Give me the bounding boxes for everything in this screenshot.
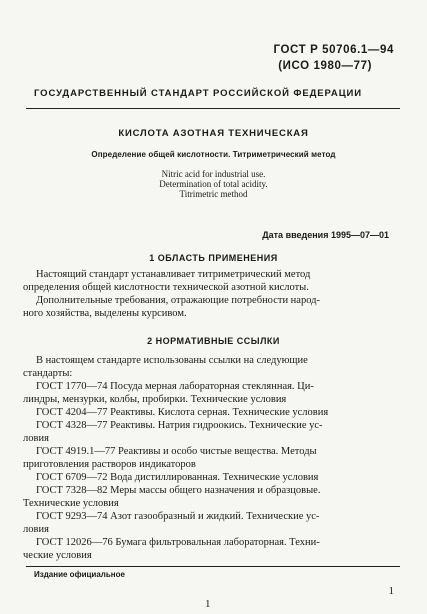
header-divider	[26, 108, 400, 109]
english-title-line: Titrimetric method	[179, 189, 248, 199]
section-heading-references: 2 НОРМАТИВНЫЕ ССЫЛКИ	[147, 336, 280, 346]
section-heading-scope: 1 ОБЛАСТЬ ПРИМЕНЕНИЯ	[149, 253, 278, 263]
standard-title: КИСЛОТА АЗОТНАЯ ТЕХНИЧЕСКАЯ	[118, 128, 309, 139]
section1-line: определения общей кислотности технической азотной кислоты.	[23, 282, 309, 293]
section1-line: ного хозяйства, выделены курсивом.	[23, 308, 187, 319]
reference-line: ловия	[23, 524, 49, 535]
reference-line: приготовления растворов индикаторов	[23, 459, 196, 470]
reference-line: ГОСТ 6709—72 Вода дистиллированная. Технические условия	[36, 472, 319, 483]
organization-heading: ГОСУДАРСТВЕННЫЙ СТАНДАРТ РОССИЙСКОЙ ФЕДЕРАЦИИ	[34, 88, 362, 99]
reference-line: ГОСТ 7328—82 Меры массы общего назначения и образцовые.	[36, 485, 321, 496]
gost-number: ГОСТ Р 50706.1—94	[273, 44, 394, 56]
iso-number: (ИСО 1980—77)	[278, 60, 372, 72]
reference-line: ГОСТ 1770—74 Посуда мерная лабораторная стеклянная. Ци-	[36, 381, 314, 392]
reference-line: линдры, мензурки, колбы, пробирки. Технические условия	[23, 394, 287, 405]
edition-label: Издание официальное	[34, 570, 125, 579]
section1-line: Дополнительные требования, отражающие потребности народ-	[36, 295, 321, 306]
footer-divider	[26, 566, 400, 567]
section2-line: В настоящем стандарте использованы ссылки на следующие	[36, 355, 308, 366]
introduction-date: Дата введения 1995—07—01	[262, 230, 389, 240]
section2-line: стандарты:	[23, 368, 73, 379]
page-number-right: 1	[388, 585, 394, 597]
english-title-line: Determination of total acidity.	[159, 179, 268, 189]
reference-line: ГОСТ 4204—77 Реактивы. Кислота серная. Технические условия	[36, 407, 329, 418]
reference-line: ловия	[23, 433, 49, 444]
reference-line: ГОСТ 9293—74 Азот газообразный и жидкий. Технические ус-	[36, 511, 320, 522]
reference-line: ГОСТ 12026—76 Бумага фильтровальная лабораторная. Техни-	[36, 537, 320, 548]
english-title-line: Nitric acid for industrial use.	[161, 169, 266, 179]
standard-subtitle: Определение общей кислотности. Титриметрический метод	[91, 150, 336, 159]
page-number-center: 1	[205, 598, 211, 610]
reference-line: ГОСТ 4328—77 Реактивы. Натрия гидроокись. Технические ус-	[36, 420, 323, 431]
section1-line: Настоящий стандарт устанавливает титриметрический метод	[36, 269, 311, 280]
reference-line: ГОСТ 4919.1—77 Реактивы и особо чистые вещества. Методы	[36, 446, 317, 457]
reference-line: Технические условия	[23, 498, 119, 509]
reference-line: ческие условия	[23, 550, 92, 561]
